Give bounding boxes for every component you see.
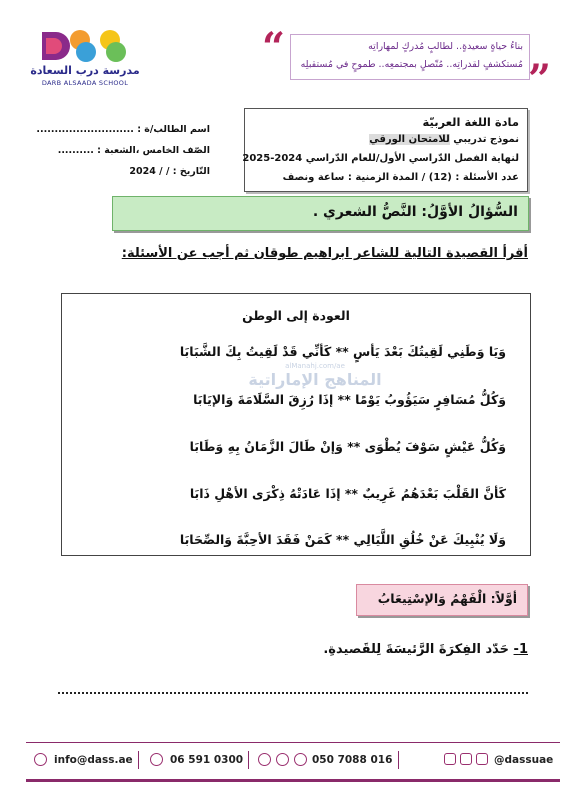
facebook-icon[interactable] — [444, 753, 456, 765]
exam-model — [369, 134, 519, 145]
youtube-icon[interactable] — [476, 753, 488, 765]
footer-email[interactable]: info@dass.ae — [54, 754, 133, 766]
poem-verse: كَأنَّ القَلْبَ بَعْدَهُمُ غَرِيبٌ ** إذَا عَادَتْهُ ذِكْرَى الأهْلِ ذَابَا — [189, 486, 506, 501]
poem-verse: وَيَا وَطَنِي لَقِيتُكَ بَعْدَ يَأسٍ ** كَأنِّي قَدْ لَقِيتُ بِكَ الشَّبَابَا — [179, 344, 506, 359]
school-slogan — [290, 34, 530, 80]
footer-phone[interactable]: 06 591 0300 — [170, 754, 244, 766]
student-name-label: اسم الطالب/ة : — [137, 124, 210, 135]
poem-box — [61, 293, 531, 556]
email-icon — [34, 753, 47, 766]
question-1 — [200, 642, 528, 657]
footer-divider — [398, 751, 399, 769]
student-name-row — [36, 124, 210, 135]
mobile-icon — [258, 753, 271, 766]
exam-info-box — [244, 108, 528, 192]
section2-banner — [356, 584, 528, 616]
exam-term: لنهاية الفصل الدّراسي الأول/للعام الدّراسي 2024-2025 — [242, 153, 519, 164]
grade-dots: .......... — [57, 145, 94, 156]
poem-verse: وَكُلُّ مُسَافِرٍ سَيَؤُوبُ يَوْمًا ** إذَا رُزِقَ السَّلَامَةَ وَالإيَابَا — [193, 392, 506, 407]
open-quote-icon: “ — [262, 24, 286, 71]
watermark-url: alManahj.com/ae — [285, 362, 345, 370]
phone-icon — [150, 753, 163, 766]
footer-mobile[interactable]: 050 7088 016 — [312, 754, 393, 766]
exam-model-prefix: نموذج تدريبي — [453, 134, 519, 145]
section1-title: السُّؤالُ الأوَّلُ: النَّصُّ الشعري . — [312, 204, 518, 220]
section1-instruction: أقرأ القصيدة التالية للشاعر ابراهيم طوقان ثم أجب عن الأسئلة: — [121, 246, 528, 261]
school-name-ar: مدرسة درب السعادة — [30, 64, 140, 77]
poem-verse: وَلَا يُنْبِيكَ عَنْ خُلُقِ اللَّيَالِي ** كَمَنْ فَقَدَ الأحِبَّةَ وَالصِّحَابَا — [179, 532, 506, 547]
instagram-icon[interactable] — [460, 753, 472, 765]
footer-divider — [248, 751, 249, 769]
footer-divider — [138, 751, 139, 769]
section1-banner — [112, 196, 529, 231]
student-name-dots: ........................... — [36, 124, 134, 135]
logo-icon — [36, 26, 136, 66]
footer — [26, 742, 560, 782]
date-row — [129, 166, 210, 177]
exam-subject: مادة اللغة العربيّة — [422, 115, 519, 129]
watermark-text: المناهج الإماراتية — [248, 370, 382, 389]
section2-title: أوَّلاً: الْفَهْمُ وَالإسْتِيعَابُ — [377, 591, 517, 606]
question-1-number: 1- — [513, 642, 528, 657]
grade-label: الصّف الخامس ،الشعبة : — [97, 145, 210, 156]
question-1-text: حَدّد الفِكرَةَ الرَّئيسَةَ لِلقَصيدةِ. — [323, 642, 510, 657]
exam-model-highlight: للامتحان الورقي — [369, 134, 450, 145]
slogan-line-2: مُستكشفٍ لقدراتِه.. مُتّصلٍ بمجتمعِه.. طموحٍ في مُستقبلِه — [300, 59, 523, 70]
school-name-en: DARB ALSAADA SCHOOL — [41, 79, 129, 87]
exam-details: عدد الأسئلة : (12) / المدة الزمنية : ساعة ونصف — [282, 172, 519, 183]
date-label: التّاريخ : — [172, 166, 210, 177]
poem-title: العودة إلى الوطن — [242, 308, 350, 323]
answer-line — [58, 684, 528, 694]
footer-social[interactable]: @dassuae — [494, 754, 554, 766]
poem-verse: وَكُلُّ عَيْشٍ سَوْفَ يُطْوَى ** وَإنْ طَالَ الزَّمَانُ بِهِ وَطَابَا — [189, 439, 506, 454]
grade-row — [58, 145, 210, 156]
whatsapp-icon — [276, 753, 289, 766]
telegram-icon — [294, 753, 307, 766]
date-value: / / 2024 — [129, 166, 170, 177]
close-quote-icon: ” — [528, 56, 552, 103]
slogan-line-1: بناءُ حياةٍ سعيدةٍ.. لطالبٍ مُدركٍ لمهاراتِه — [368, 41, 523, 52]
